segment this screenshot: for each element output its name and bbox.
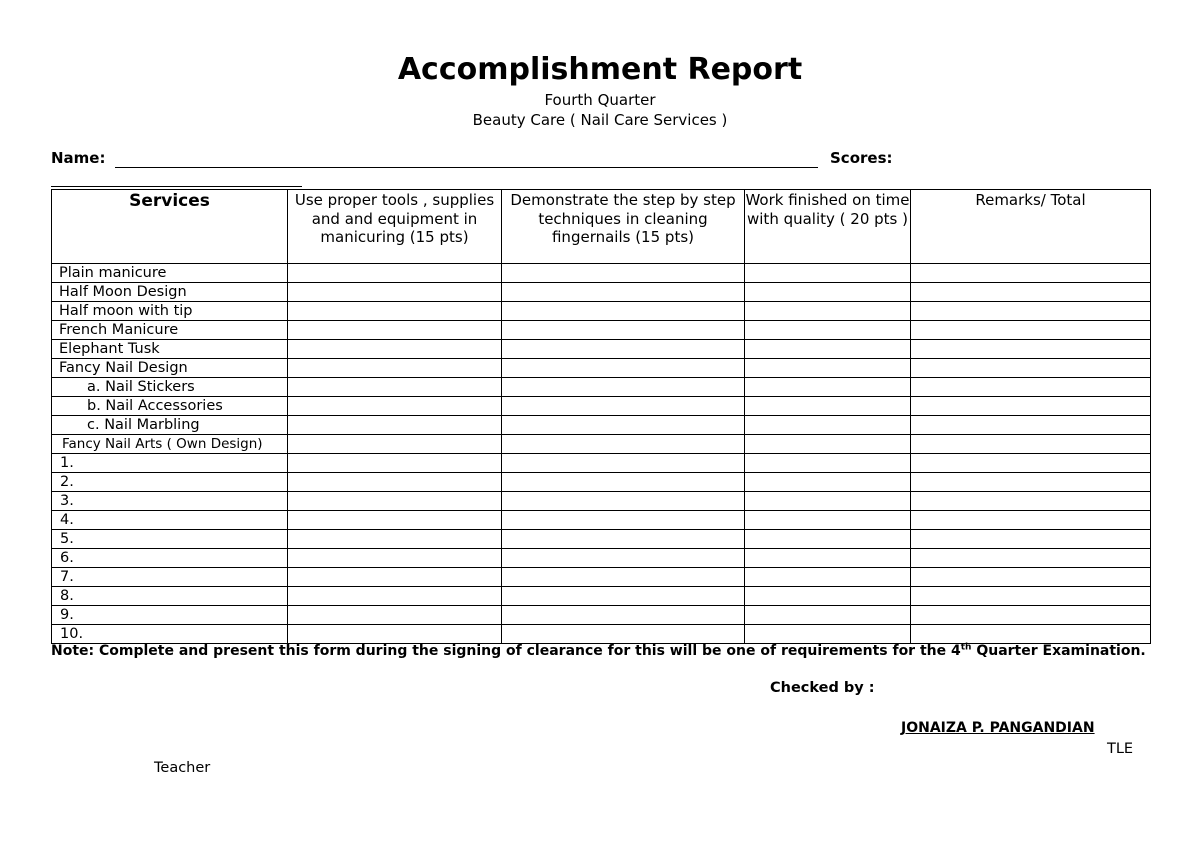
service-cell <box>52 264 288 283</box>
table-row <box>52 359 1151 378</box>
remarks-cell[interactable] <box>911 264 1151 283</box>
tools-score-cell[interactable] <box>288 283 502 302</box>
work-score-cell[interactable] <box>745 397 911 416</box>
service-cell <box>52 378 288 397</box>
demonstrate-score-cell[interactable] <box>502 359 745 378</box>
remarks-cell[interactable] <box>911 302 1151 321</box>
demonstrate-score-cell[interactable] <box>502 473 745 492</box>
table-row <box>52 587 1151 606</box>
name-field-line[interactable] <box>115 167 818 168</box>
table-row <box>52 568 1151 587</box>
service-cell <box>52 416 288 435</box>
service-cell <box>52 302 288 321</box>
table-row <box>52 492 1151 511</box>
remarks-cell[interactable] <box>911 587 1151 606</box>
header-tools: Use proper tools , supplies and and equipment in manicuring (15 pts) <box>288 190 502 264</box>
note-text <box>51 642 1151 661</box>
demonstrate-score-cell[interactable] <box>502 435 745 454</box>
service-label: 10. <box>60 626 84 642</box>
remarks-cell[interactable] <box>911 568 1151 587</box>
work-score-cell[interactable] <box>745 321 911 340</box>
service-label: 3. <box>60 493 74 509</box>
table-row <box>52 302 1151 321</box>
demonstrate-score-cell[interactable] <box>502 340 745 359</box>
note-superscript: th <box>960 642 972 653</box>
service-cell <box>52 492 288 511</box>
header-demonstrate: Demonstrate the step by step techniques in cleaning fingernails (15 pts) <box>502 190 745 264</box>
service-label: a. Nail Stickers <box>87 379 195 395</box>
demonstrate-score-cell[interactable] <box>502 492 745 511</box>
work-score-cell[interactable] <box>745 625 911 644</box>
service-label: Half moon with tip <box>59 303 193 319</box>
service-cell <box>52 587 288 606</box>
remarks-cell[interactable] <box>911 511 1151 530</box>
service-cell <box>52 625 288 644</box>
remarks-cell[interactable] <box>911 435 1151 454</box>
table-row <box>52 549 1151 568</box>
page-title: Accomplishment Report <box>397 52 803 87</box>
demonstrate-score-cell[interactable] <box>502 454 745 473</box>
remarks-cell[interactable] <box>911 416 1151 435</box>
service-label: 1. <box>60 455 74 471</box>
service-label: c. Nail Marbling <box>87 417 200 433</box>
tools-score-cell[interactable] <box>288 435 502 454</box>
demonstrate-score-cell[interactable] <box>502 321 745 340</box>
service-cell <box>52 435 288 454</box>
work-score-cell[interactable] <box>745 511 911 530</box>
service-label: 5. <box>60 531 74 547</box>
header-work-finished: Work finished on time with quality ( 20 pts ) <box>745 190 911 264</box>
service-label: 4. <box>60 512 74 528</box>
service-cell <box>52 454 288 473</box>
service-cell <box>52 511 288 530</box>
remarks-cell[interactable] <box>911 378 1151 397</box>
service-label: Elephant Tusk <box>59 341 160 357</box>
scores-field-line[interactable] <box>51 186 302 187</box>
table-row <box>52 625 1151 644</box>
tools-score-cell[interactable] <box>288 359 502 378</box>
name-label: Name: <box>51 149 106 167</box>
tools-score-cell[interactable] <box>288 302 502 321</box>
tools-score-cell[interactable] <box>288 530 502 549</box>
service-label: Fancy Nail Arts ( Own Design) <box>62 436 263 452</box>
work-score-cell[interactable] <box>745 416 911 435</box>
remarks-cell[interactable] <box>911 530 1151 549</box>
remarks-cell[interactable] <box>911 549 1151 568</box>
service-cell <box>52 549 288 568</box>
service-label: 2. <box>60 474 74 490</box>
note-text-before: Note: Complete and present this form during the signing of clearance for this will be one of requirements for the 4 <box>51 643 961 659</box>
service-cell <box>52 340 288 359</box>
service-label: Half Moon Design <box>59 284 187 300</box>
remarks-cell[interactable] <box>911 625 1151 644</box>
work-score-cell[interactable] <box>745 359 911 378</box>
demonstrate-score-cell[interactable] <box>502 378 745 397</box>
remarks-cell[interactable] <box>911 492 1151 511</box>
remarks-cell[interactable] <box>911 359 1151 378</box>
table-row <box>52 454 1151 473</box>
work-score-cell[interactable] <box>745 492 911 511</box>
tools-score-cell[interactable] <box>288 321 502 340</box>
work-score-cell[interactable] <box>745 530 911 549</box>
service-cell <box>52 530 288 549</box>
tools-score-cell[interactable] <box>288 340 502 359</box>
subject-label: TLE <box>1107 741 1134 757</box>
remarks-cell[interactable] <box>911 283 1151 302</box>
demonstrate-score-cell[interactable] <box>502 283 745 302</box>
demonstrate-score-cell[interactable] <box>502 264 745 283</box>
tools-score-cell[interactable] <box>288 397 502 416</box>
work-score-cell[interactable] <box>745 568 911 587</box>
service-cell <box>52 321 288 340</box>
demonstrate-score-cell[interactable] <box>502 568 745 587</box>
table-row <box>52 473 1151 492</box>
table-row <box>52 340 1151 359</box>
work-score-cell[interactable] <box>745 473 911 492</box>
tools-score-cell[interactable] <box>288 587 502 606</box>
tools-score-cell[interactable] <box>288 549 502 568</box>
work-score-cell[interactable] <box>745 340 911 359</box>
service-cell <box>52 359 288 378</box>
demonstrate-score-cell[interactable] <box>502 302 745 321</box>
note-text-after: Quarter Examination. <box>971 643 1146 659</box>
tools-score-cell[interactable] <box>288 264 502 283</box>
table-row <box>52 435 1151 454</box>
teacher-name: JONAIZA P. PANGANDIAN <box>901 720 1095 736</box>
teacher-role-label: Teacher <box>154 760 211 776</box>
remarks-cell[interactable] <box>911 321 1151 340</box>
table-body <box>52 264 1151 644</box>
tools-score-cell[interactable] <box>288 625 502 644</box>
work-score-cell[interactable] <box>745 606 911 625</box>
work-score-cell[interactable] <box>745 435 911 454</box>
demonstrate-score-cell[interactable] <box>502 549 745 568</box>
remarks-cell[interactable] <box>911 454 1151 473</box>
table-row <box>52 264 1151 283</box>
service-label: b. Nail Accessories <box>87 398 223 414</box>
service-cell <box>52 568 288 587</box>
quarter-subtitle: Fourth Quarter <box>544 91 656 109</box>
service-label: French Manicure <box>59 322 179 338</box>
work-score-cell[interactable] <box>745 454 911 473</box>
service-cell <box>52 606 288 625</box>
remarks-cell[interactable] <box>911 606 1151 625</box>
demonstrate-score-cell[interactable] <box>502 397 745 416</box>
demonstrate-score-cell[interactable] <box>502 606 745 625</box>
remarks-cell[interactable] <box>911 473 1151 492</box>
demonstrate-score-cell[interactable] <box>502 587 745 606</box>
service-cell <box>52 473 288 492</box>
table-row <box>52 397 1151 416</box>
remarks-cell[interactable] <box>911 340 1151 359</box>
tools-score-cell[interactable] <box>288 473 502 492</box>
table-row <box>52 283 1151 302</box>
checked-by-label: Checked by : <box>770 680 875 696</box>
demonstrate-score-cell[interactable] <box>502 416 745 435</box>
demonstrate-score-cell[interactable] <box>502 511 745 530</box>
service-cell <box>52 283 288 302</box>
header-remarks: Remarks/ Total <box>911 190 1151 264</box>
work-score-cell[interactable] <box>745 283 911 302</box>
tools-score-cell[interactable] <box>288 511 502 530</box>
service-label: 7. <box>60 569 74 585</box>
services-table <box>51 189 1151 644</box>
tools-score-cell[interactable] <box>288 378 502 397</box>
table-row <box>52 606 1151 625</box>
tools-score-cell[interactable] <box>288 416 502 435</box>
work-score-cell[interactable] <box>745 587 911 606</box>
remarks-cell[interactable] <box>911 397 1151 416</box>
service-cell <box>52 397 288 416</box>
table-row <box>52 378 1151 397</box>
service-label: Fancy Nail Design <box>59 360 188 376</box>
work-score-cell[interactable] <box>745 378 911 397</box>
table-row <box>52 321 1151 340</box>
work-score-cell[interactable] <box>745 302 911 321</box>
header-services: Services <box>52 190 288 264</box>
demonstrate-score-cell[interactable] <box>502 625 745 644</box>
table-row <box>52 511 1151 530</box>
work-score-cell[interactable] <box>745 264 911 283</box>
demonstrate-score-cell[interactable] <box>502 530 745 549</box>
table-row <box>52 416 1151 435</box>
tools-score-cell[interactable] <box>288 492 502 511</box>
service-label: 8. <box>60 588 74 604</box>
service-label: Plain manicure <box>59 265 167 281</box>
table-row <box>52 530 1151 549</box>
work-score-cell[interactable] <box>745 549 911 568</box>
tools-score-cell[interactable] <box>288 454 502 473</box>
tools-score-cell[interactable] <box>288 606 502 625</box>
subject-subtitle: Beauty Care ( Nail Care Services ) <box>472 111 728 129</box>
service-label: 9. <box>60 607 74 623</box>
service-label: 6. <box>60 550 74 566</box>
scores-label: Scores: <box>830 149 893 167</box>
table-header-row <box>52 190 1151 264</box>
tools-score-cell[interactable] <box>288 568 502 587</box>
